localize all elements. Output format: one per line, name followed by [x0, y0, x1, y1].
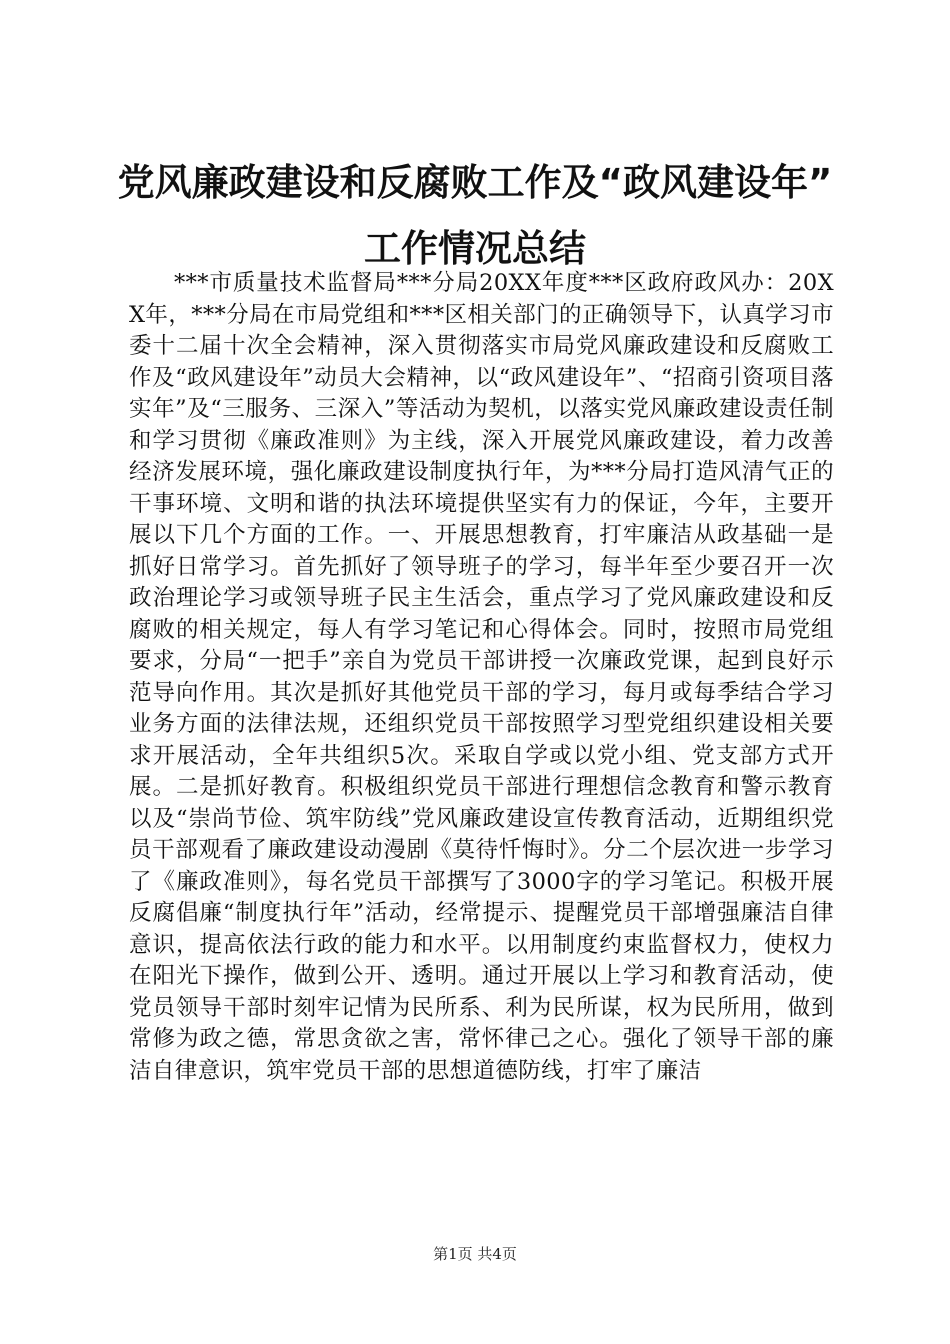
page-number-footer: 第1页 共4页 [433, 1245, 517, 1263]
document-body-paragraph: ***市质量技术监督局***分局20XX年度***区政府政风办：20XX年，***分局在市局党组和***区相关部门的正确领导下，认真学习市委十二届十次全会精神，深入贯彻落实市局党风廉政建设和反腐败工作及“政风建设年”动员大会精神，以“政风建设年”、“招商引资项目落实年”及“三服务、三深入”等活动为契机，以落实党风廉政建设责任制和学习贯彻《廉政准则》为主线，深入开展党风廉政建设，着力改善经济发展环境，强化廉政建设制度执行年，为***分局打造风清气正的干事环境、文明和谐的执法环境提供坚实有力的保证，今年，主要开展以下几个方面的工作。一、开展思想教育，打牢廉洁从政基础一是抓好日常学习。首先抓好了领导班子的学习，每半年至少要召开一次政治理论学习或领导班子民主生活会，重点学习了党风廉政建设和反腐败的相关规定，每人有学习笔记和心得体会。同时，按照市局党组要求，分局“一把手”亲自为党员干部讲授一次廉政党课，起到良好示范导向作用。其次是抓好其他党员干部的学习，每月或每季结合学习业务方面的法律法规，还组织党员干部按照学习型党组织建设相关要求开展活动，全年共组织5次。采取自学或以党小组、党支部方式开展。二是抓好教育。积极组织党员干部进行理想信念教育和警示教育以及“崇尚节俭、筑牢防线”党风廉政建设宣传教育活动，近期组织党员干部观看了廉政建设动漫剧《莫待忏悔时》。分二个层次进一步学习了《廉政准则》，每名党员干部撰写了3000字的学习笔记。积极开展反腐倡廉“制度执行年”活动，经常提示、提醒党员干部增强廉洁自律意识，提高依法行政的能力和水平。以用制度约束监督权力，使权力在阳光下操作，做到公开、透明。通过开展以上学习和教育活动，使党员领导干部时刻牢记情为民所系、利为民所谋，权为民所用，做到常修为政之德，常思贪欲之害，常怀律己之心。强化了领导干部的廉洁自律意识，筑牢党员干部的思想道德防线，打牢了廉洁 [129, 270, 834, 1084]
document-title-line-2: 工作情况总结 [364, 227, 586, 270]
document-title-line-1: 党风廉政建设和反腐败工作及“政风建设年” [117, 161, 833, 204]
